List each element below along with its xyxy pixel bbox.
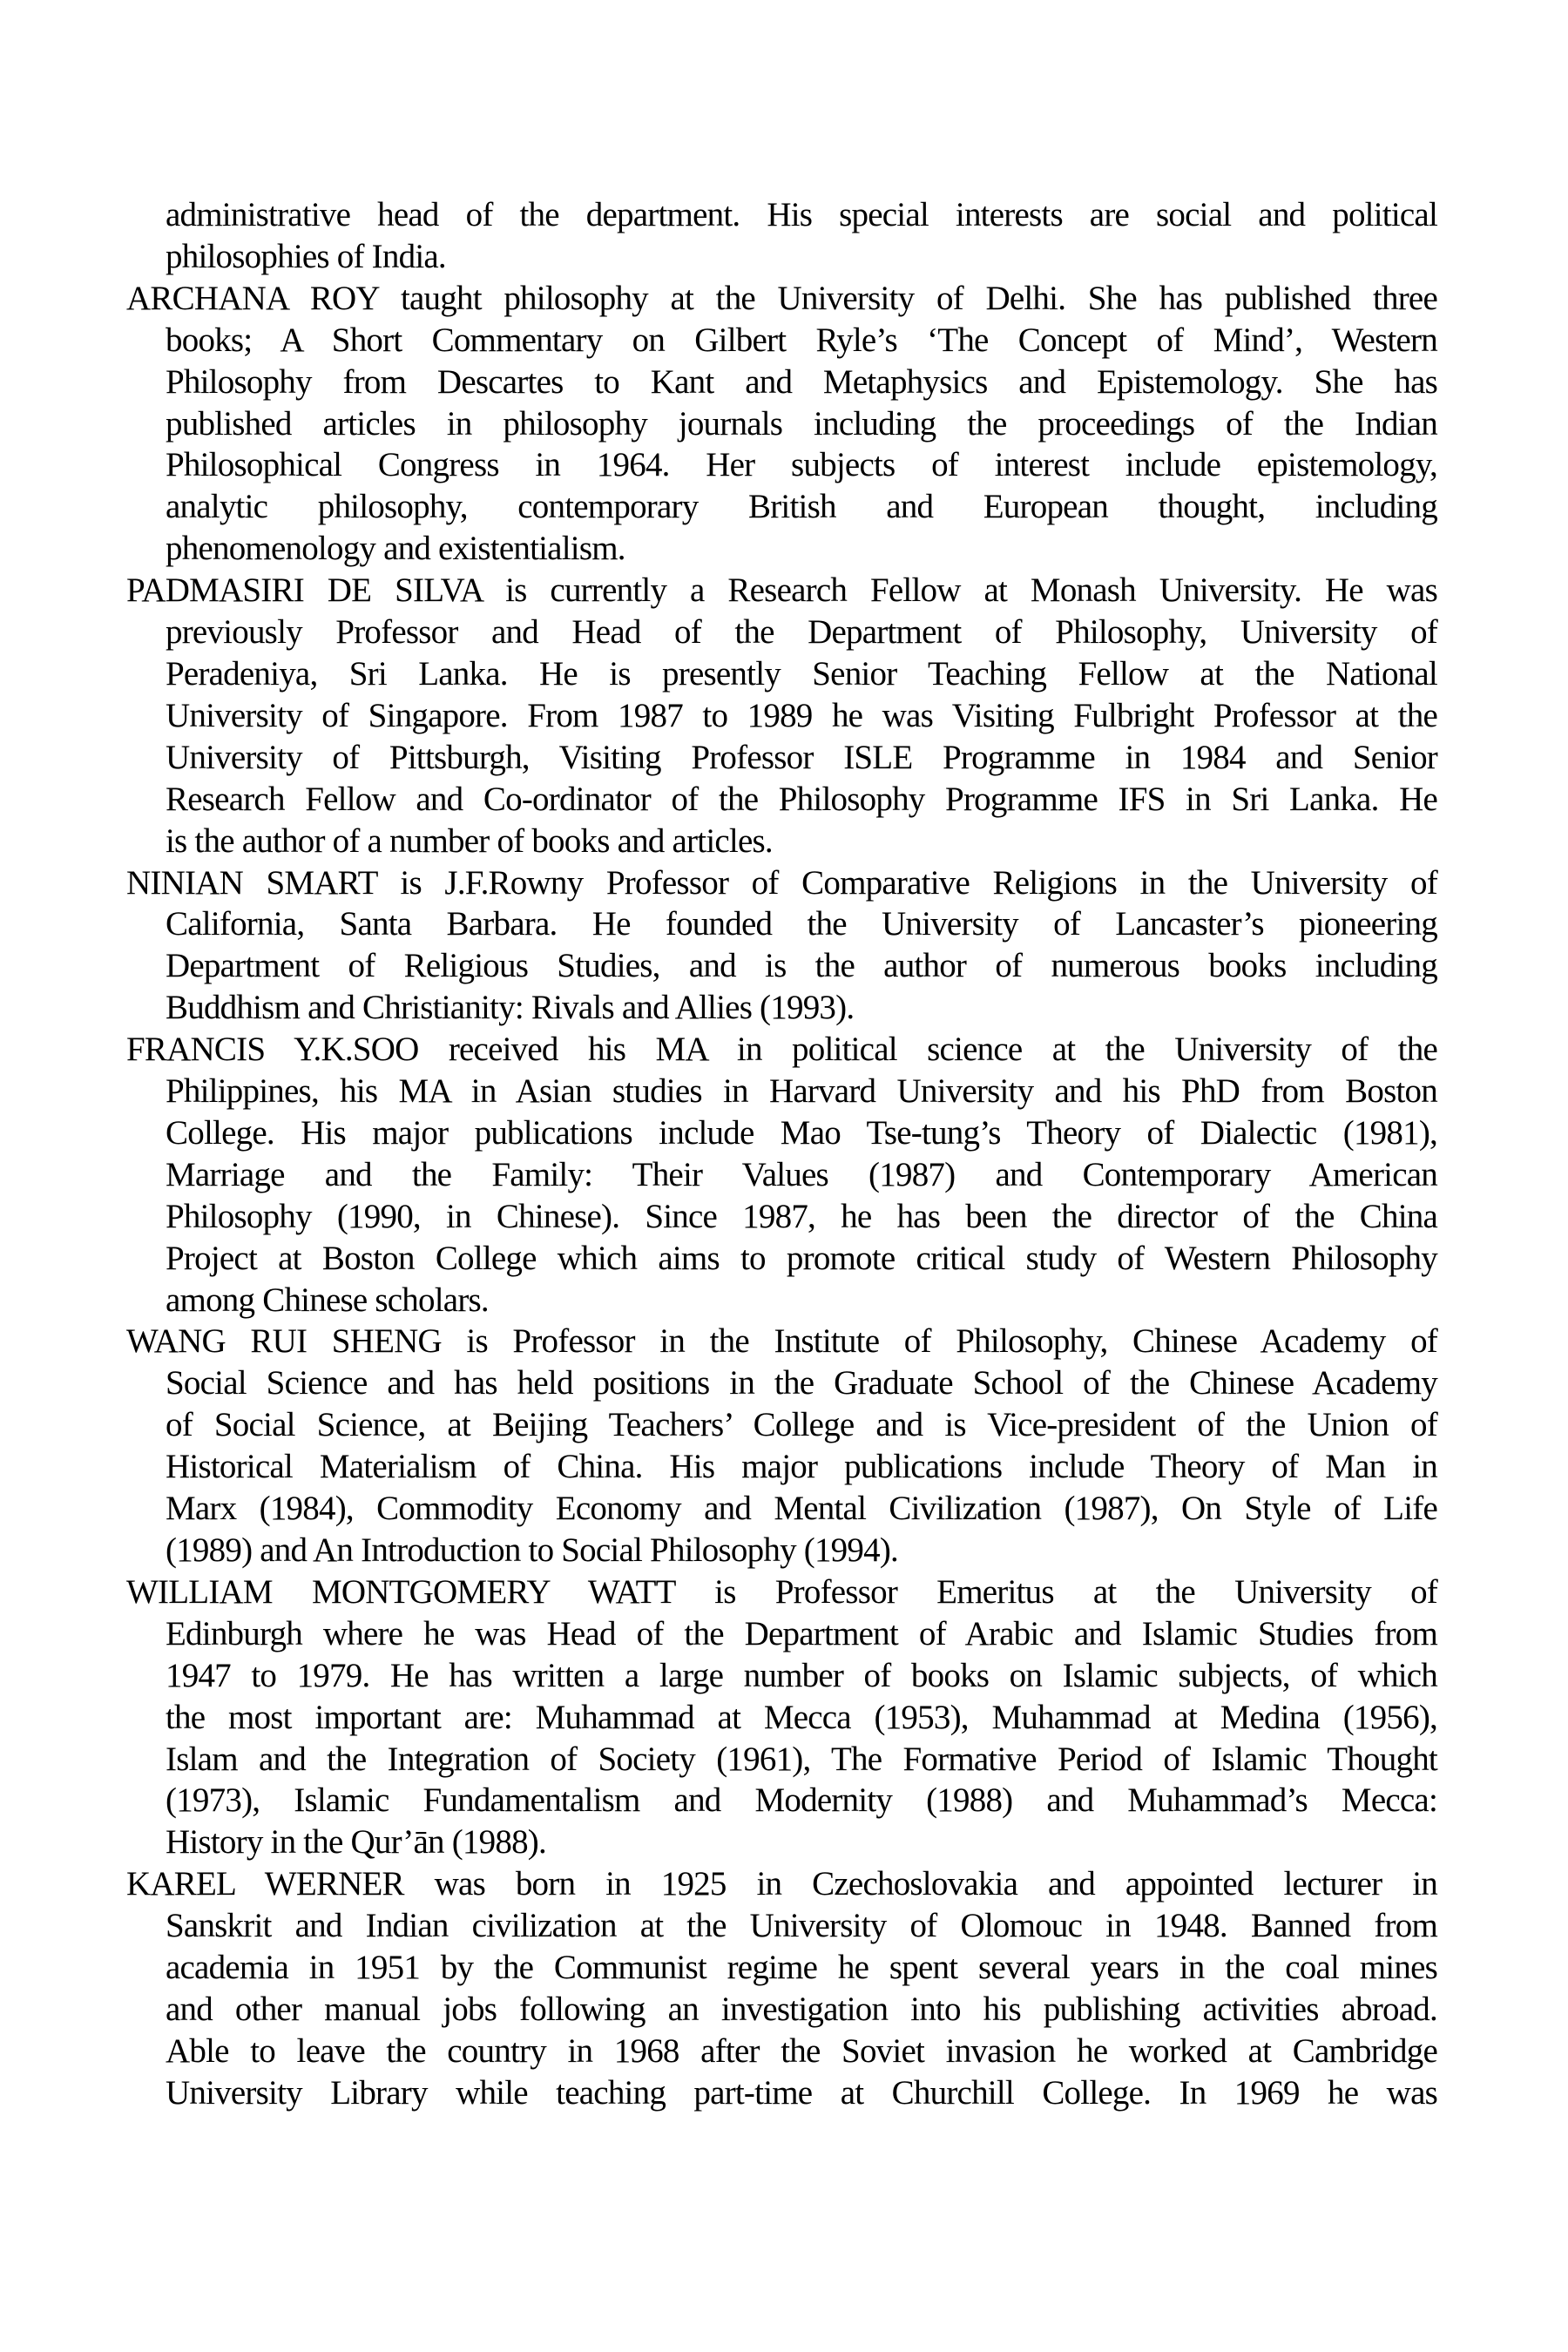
text-line: Able to leave the country in 1968 after the Soviet invasion he worked at Cambridge — [166, 2031, 1437, 2070]
text-line: ARCHANA ROY taught philosophy at the University of Delhi. She has published three — [126, 279, 1437, 317]
text-line: Buddhism and Christianity: Rivals and Allies (1993). — [166, 989, 855, 1027]
text-line: (1989) and An Introduction to Social Philosophy (1994). — [166, 1531, 899, 1569]
text-line: (1973), Islamic Fundamentalism and Modernity (1988) and Muhammad’s Mecca: — [166, 1781, 1437, 1820]
text-line: University of Singapore. From 1987 to 1989 he was Visiting Fulbright Professor at the — [166, 696, 1437, 734]
bio-paragraph — [126, 1571, 1437, 1863]
text-line: Research Fellow and Co-ordinator of the Philosophy Programme IFS in Sri Lanka. He — [166, 780, 1437, 818]
bio-paragraph — [126, 278, 1437, 570]
text-line: published articles in philosophy journals including the proceedings of the Indian — [166, 404, 1437, 443]
text-line: philosophies of India. — [166, 237, 446, 275]
text-line: Historical Materialism of China. His major publications include Theory of Man in — [166, 1448, 1437, 1486]
text-line: WILLIAM MONTGOMERY WATT is Professor Emeritus at the University of — [126, 1572, 1437, 1611]
text-line: books; A Short Commentary on Gilbert Ryle’s ‘The Concept of Mind’, Western — [166, 321, 1437, 359]
bio-paragraph — [126, 1321, 1437, 1571]
text-line: Philosophy (1990, in Chinese). Since 1987, he has been the director of the China — [166, 1197, 1437, 1235]
bio-paragraph — [126, 862, 1437, 1030]
text-line: 1947 to 1979. He has written a large number of books on Islamic subjects, of which — [166, 1656, 1437, 1694]
text-line: Project at Boston College which aims to promote critical study of Western Philosophy — [166, 1239, 1437, 1277]
text-line: History in the Qur’ān (1988). — [166, 1823, 546, 1862]
bio-paragraph — [126, 1029, 1437, 1321]
text-line: Philosophical Congress in 1964. Her subjects of interest include epistemology, — [166, 446, 1437, 484]
text-line: Philippines, his MA in Asian studies in Harvard University and his PhD from Boston — [166, 1072, 1437, 1111]
text-line: College. His major publications include Mao Tse-tung’s Theory of Dialectic (1981), — [166, 1113, 1437, 1152]
text-line: the most important are: Muhammad at Mecca (1953), Muhammad at Medina (1956), — [166, 1698, 1437, 1736]
text-line: Philosophy from Descartes to Kant and Metaphysics and Epistemology. She has — [166, 362, 1437, 401]
text-line: WANG RUI SHENG is Professor in the Institute of Philosophy, Chinese Academy of — [126, 1322, 1437, 1361]
text-line: University of Pittsburgh, Visiting Professor ISLE Programme in 1984 and Senior — [166, 738, 1437, 776]
text-line: Marriage and the Family: Their Values (1987) and Contemporary American — [166, 1155, 1437, 1193]
text-line: KAREL WERNER was born in 1925 in Czechoslovakia and appointed lecturer in — [126, 1865, 1437, 1903]
text-line: analytic philosophy, contemporary British and European thought, including — [166, 488, 1437, 526]
text-line: Islam and the Integration of Society (1961), The Formative Period of Islamic Thought — [166, 1740, 1437, 1778]
text-line: Social Science and has held positions in the Graduate School of the Chinese Academy — [166, 1364, 1437, 1402]
text-line: academia in 1951 by the Communist regime he spent several years in the coal mines — [166, 1949, 1437, 1987]
text-line: FRANCIS Y.K.SOO received his MA in political science at the University of the — [126, 1031, 1437, 1069]
text-line: phenomenology and existentialism. — [166, 530, 625, 568]
text-line: PADMASIRI DE SILVA is currently a Research Fellow at Monash University. He was — [126, 571, 1437, 610]
text-line: and other manual jobs following an investigation into his publishing activities abroad. — [166, 1990, 1437, 2028]
bio-paragraph — [126, 570, 1437, 862]
text-line: previously Professor and Head of the Department of Philosophy, University of — [166, 613, 1437, 652]
text-block — [126, 194, 1437, 2114]
text-line: California, Santa Barbara. He founded the University of Lancaster’s pioneering — [166, 905, 1437, 943]
text-line: University Library while teaching part-time at Churchill College. In 1969 he was — [166, 2073, 1437, 2112]
text-line: administrative head of the department. His special interests are social and political — [166, 196, 1437, 233]
text-line: Peradeniya, Sri Lanka. He is presently Senior Teaching Fellow at the National — [166, 654, 1437, 693]
text-line: of Social Science, at Beijing Teachers’ College and is Vice-president of the Union of — [166, 1406, 1437, 1444]
text-line: NINIAN SMART is J.F.Rowny Professor of Comparative Religions in the University of — [126, 863, 1437, 902]
text-line: Sanskrit and Indian civilization at the University of Olomouc in 1948. Banned from — [166, 1907, 1437, 1945]
text-line: Edinburgh where he was Head of the Department of Arabic and Islamic Studies from — [166, 1614, 1437, 1652]
bio-paragraph — [126, 194, 1437, 278]
text-line: among Chinese scholars. — [166, 1281, 489, 1319]
text-line: Department of Religious Studies, and is the author of numerous books including — [166, 947, 1437, 985]
text-line: is the author of a number of books and articles. — [166, 821, 773, 860]
text-line: Marx (1984), Commodity Economy and Mental Civilization (1987), On Style of Life — [166, 1490, 1437, 1528]
bio-paragraph — [126, 1863, 1437, 2113]
